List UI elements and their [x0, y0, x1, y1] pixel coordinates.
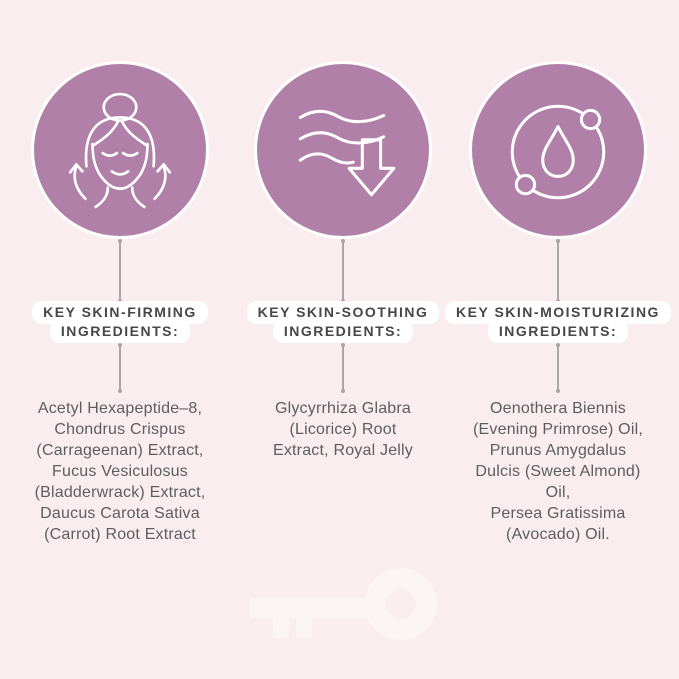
connector-line	[119, 345, 121, 391]
ingredient-line: Fucus Vesiculosus	[52, 463, 188, 480]
skin-moisturizing-label	[445, 301, 671, 343]
key-icon	[250, 568, 440, 642]
label-line: KEY SKIN-FIRMING	[32, 301, 208, 324]
skin-soothing-label	[247, 301, 440, 343]
skin-soothing-ingredients	[273, 398, 413, 461]
column-skin-firming	[8, 0, 232, 545]
ingredient-line: Acetyl Hexapeptide–8,	[37, 400, 203, 417]
ingredient-line: Daucus Carota Sativa	[40, 505, 200, 522]
ingredient-line: Oenothera Biennis	[490, 400, 626, 417]
ingredient-line: Oil,	[545, 484, 571, 501]
ingredient-line: Extract, Royal Jelly	[272, 442, 414, 459]
skin-moisturizing-circle	[469, 61, 647, 239]
label-line: INGREDIENTS:	[273, 320, 413, 343]
column-skin-moisturizing	[441, 0, 675, 545]
connector-line	[342, 241, 344, 301]
connector-line	[342, 345, 344, 391]
connector-line	[557, 241, 559, 301]
ingredient-line: Dulcis (Sweet Almond)	[475, 463, 641, 480]
ingredient-line: (Licorice) Root	[289, 421, 397, 438]
ingredient-line: (Evening Primrose) Oil,	[473, 421, 643, 438]
label-line: KEY SKIN-SOOTHING	[247, 301, 440, 324]
column-skin-soothing	[231, 0, 455, 461]
face-lift-icon	[59, 89, 181, 211]
ingredient-line: (Carrot) Root Extract	[44, 526, 196, 543]
label-line: INGREDIENTS:	[50, 320, 190, 343]
connector-line	[119, 241, 121, 301]
ingredient-line: (Avocado) Oil.	[506, 526, 610, 543]
smoothing-waves-arrow-icon	[282, 89, 404, 211]
skin-firming-label	[32, 301, 208, 343]
ingredient-line: Prunus Amygdalus	[489, 442, 627, 459]
moisture-cycle-icon	[497, 89, 619, 211]
ingredient-line: Persea Gratissima	[490, 505, 626, 522]
label-line: KEY SKIN-MOISTURIZING	[445, 301, 671, 324]
skin-moisturizing-ingredients	[473, 398, 643, 545]
skin-soothing-circle	[254, 61, 432, 239]
connector-line	[557, 345, 559, 391]
label-line: INGREDIENTS:	[488, 320, 628, 343]
ingredient-line: (Carrageenan) Extract,	[36, 442, 204, 459]
ingredient-line: Glycyrrhiza Glabra	[274, 400, 412, 417]
skin-firming-ingredients	[35, 398, 206, 545]
ingredient-line: (Bladderwrack) Extract,	[34, 484, 206, 501]
key-icon-svg	[250, 568, 440, 642]
skin-firming-circle	[31, 61, 209, 239]
ingredient-line: Chondrus Crispus	[54, 421, 186, 438]
